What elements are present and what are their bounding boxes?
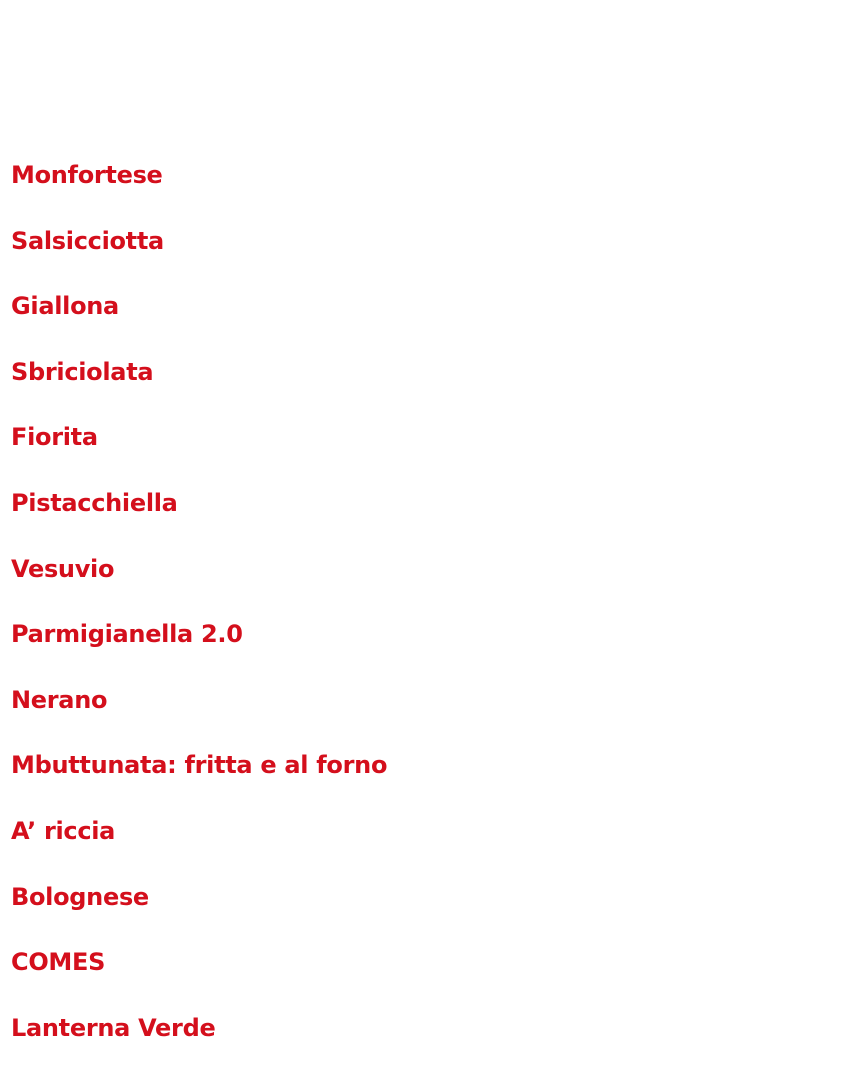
list-item xyxy=(11,222,387,288)
list-item xyxy=(11,681,387,747)
menu-link-comes[interactable]: COMES xyxy=(11,948,106,977)
list-item xyxy=(11,550,387,616)
list-item xyxy=(11,1009,387,1075)
menu-link-mbuttunata[interactable]: Mbuttunata: fritta e al forno xyxy=(11,751,388,780)
menu-link-lanterna-verde[interactable]: Lanterna Verde xyxy=(11,1013,216,1042)
menu-link-a-riccia[interactable]: A’ riccia xyxy=(11,816,116,845)
menu-link-fiorita[interactable]: Fiorita xyxy=(11,423,98,452)
menu-link-salsicciotta[interactable]: Salsicciotta xyxy=(11,226,164,255)
list-item xyxy=(11,878,387,944)
menu-link-vesuvio[interactable]: Vesuvio xyxy=(11,554,115,583)
menu-link-giallona[interactable]: Giallona xyxy=(11,292,119,321)
list-item xyxy=(11,287,387,353)
list-item xyxy=(11,418,387,484)
list-item xyxy=(11,353,387,419)
list-item xyxy=(11,484,387,550)
list-item xyxy=(11,812,387,878)
list-item xyxy=(11,615,387,681)
list-item xyxy=(11,943,387,1009)
menu-link-nerano[interactable]: Nerano xyxy=(11,685,108,714)
menu-link-bolognese[interactable]: Bolognese xyxy=(11,882,149,911)
menu-link-sbriciolata[interactable]: Sbriciolata xyxy=(11,357,154,386)
menu-link-pistacchiella[interactable]: Pistacchiella xyxy=(11,488,178,517)
menu-list xyxy=(11,156,387,1074)
menu-link-monfortese[interactable]: Monfortese xyxy=(11,161,163,189)
menu-link-parmigianella[interactable]: Parmigianella 2.0 xyxy=(11,620,243,649)
list-item xyxy=(11,746,387,812)
list-item xyxy=(11,156,387,222)
